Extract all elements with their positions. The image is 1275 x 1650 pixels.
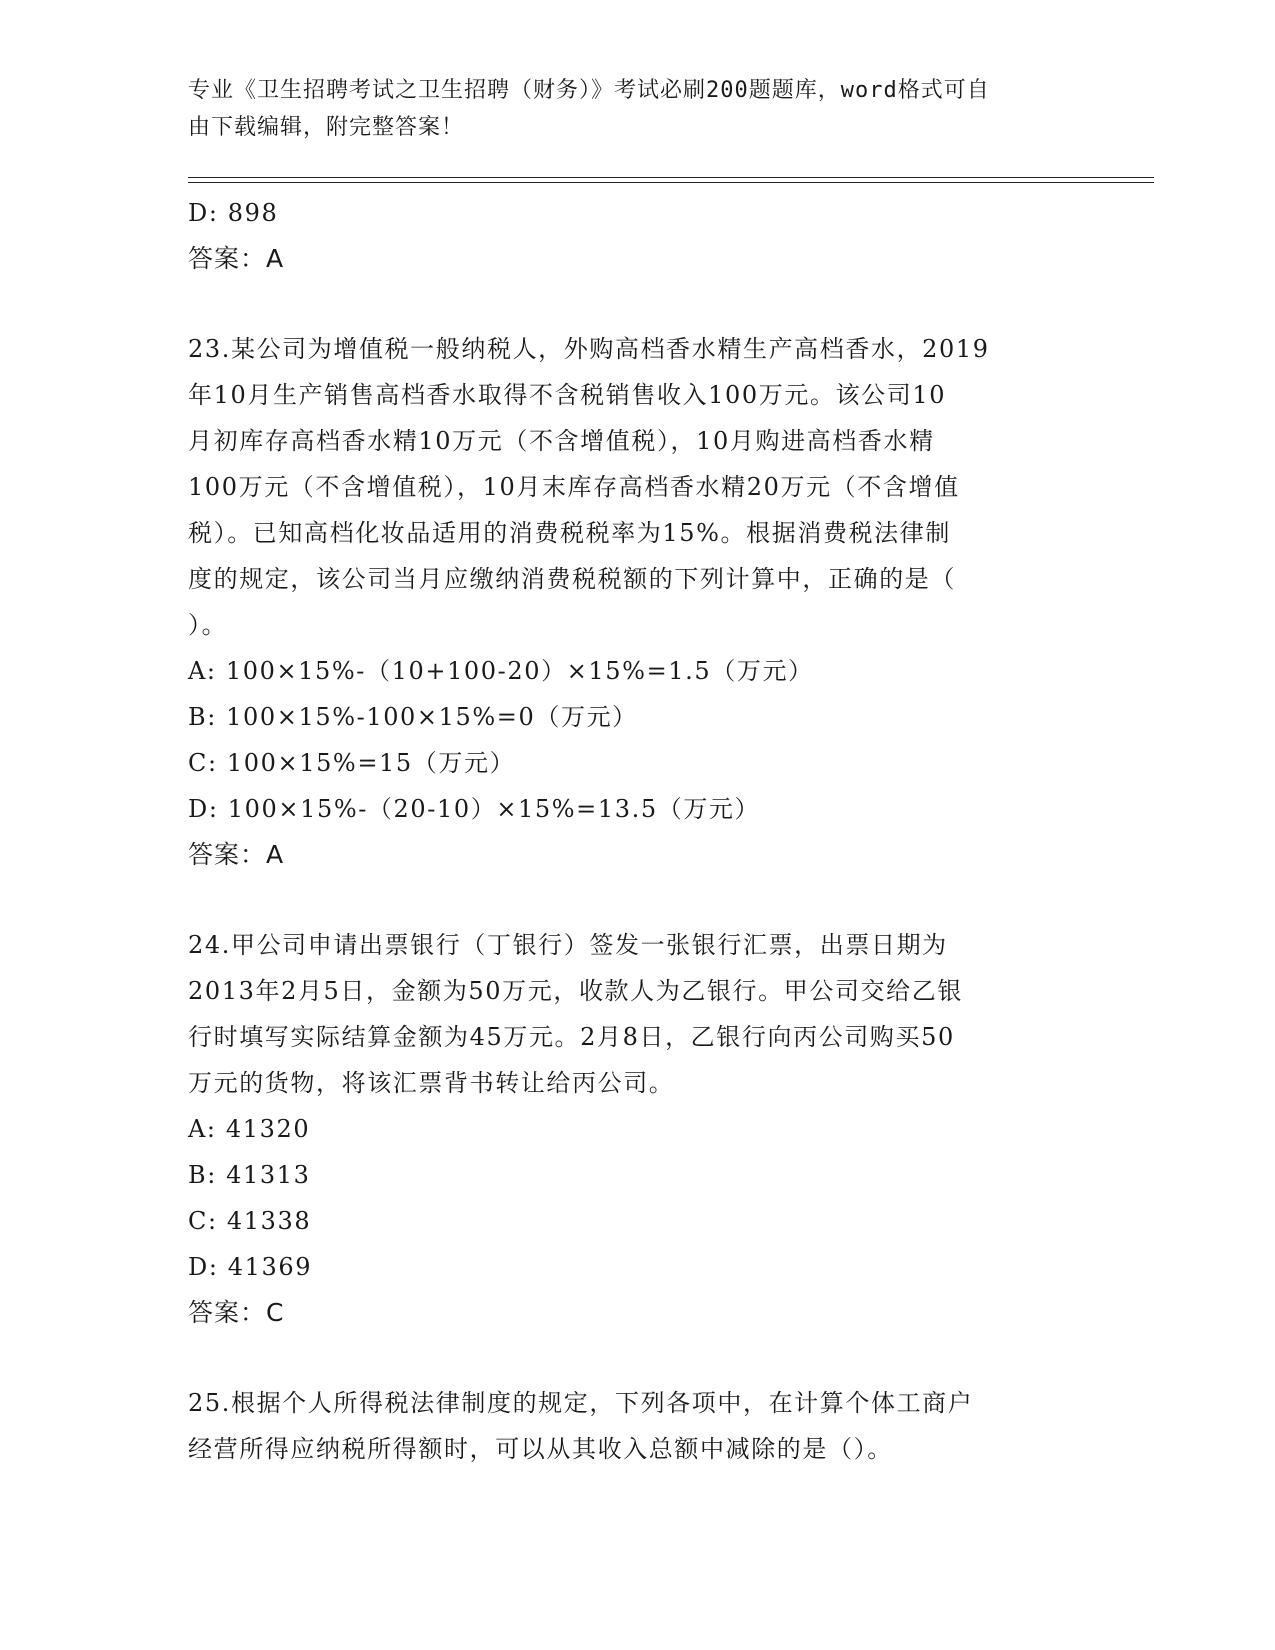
question-23-answer: 答案：A: [188, 840, 285, 869]
spacer: [188, 1336, 1088, 1380]
header-line-2: 由下载编辑，附完整答案！: [188, 115, 465, 140]
question-24-option-c: C: 41338: [188, 1207, 312, 1235]
question-24-option-b: B: 41313: [188, 1161, 311, 1189]
question-24-line: 万元的货物，将该汇票背书转让给丙公司。: [188, 1069, 675, 1097]
document-header: [188, 72, 1088, 146]
question-24-option-d: D: 41369: [188, 1253, 313, 1281]
question-23-line: 年10月生产销售高档香水取得不含税销售收入100万元。该公司10: [188, 381, 947, 409]
question-23: [188, 326, 1088, 878]
question-23-line: 23.某公司为增值税一般纳税人，外购高档香水精生产高档香水，2019: [188, 335, 990, 363]
question-25-line: 25.根据个人所得税法律制度的规定，下列各项中，在计算个体工商户: [188, 1389, 974, 1417]
header-divider-top: [188, 177, 1154, 178]
question-24-line: 2013年2月5日，金额为50万元，收款人为乙银行。甲公司交给乙银: [188, 977, 963, 1005]
question-23-option-a: A: 100×15%-（10+100-20）×15%=1.5（万元）: [188, 657, 814, 685]
question-24-option-a: A: 41320: [188, 1115, 311, 1143]
question-24-line: 行时填写实际结算金额为45万元。2月8日，乙银行向丙公司购买50: [188, 1023, 955, 1051]
question-23-option-d: D: 100×15%-（20-10）×15%=13.5（万元）: [188, 795, 761, 823]
option-d-previous: D: 898: [188, 199, 279, 227]
question-23-line: ）。: [188, 611, 228, 639]
document-body: [188, 190, 1088, 1472]
question-23-line: 100万元（不含增值税），10月末库存高档香水精20万元（不含增值: [188, 473, 960, 501]
question-23-line: 税）。已知高档化妆品适用的消费税税率为15%。根据消费税法律制: [188, 519, 951, 547]
answer-previous: 答案：A: [188, 244, 285, 273]
question-25-line: 经营所得应纳税所得额时，可以从其收入总额中减除的是（）。: [188, 1435, 893, 1463]
header-divider-bottom: [188, 182, 1154, 183]
question-25: [188, 1380, 1088, 1472]
header-line-1: 专业《卫生招聘考试之卫生招聘（财务）》考试必刷200题题库，word格式可自: [188, 78, 990, 103]
question-23-line: 度的规定，该公司当月应缴纳消费税税额的下列计算中，正确的是（: [188, 565, 956, 593]
spacer: [188, 282, 1088, 326]
question-23-line: 月初库存高档香水精10万元（不含增值税），10月购进高档香水精: [188, 427, 935, 455]
question-24: [188, 922, 1088, 1336]
question-24-line: 24.甲公司申请出票银行（丁银行）签发一张银行汇票，出票日期为: [188, 931, 948, 959]
spacer: [188, 878, 1088, 922]
question-23-option-c: C: 100×15%=15（万元）: [188, 749, 516, 777]
question-24-answer: 答案：C: [188, 1298, 285, 1327]
question-23-option-b: B: 100×15%-100×15%=0（万元）: [188, 703, 638, 731]
